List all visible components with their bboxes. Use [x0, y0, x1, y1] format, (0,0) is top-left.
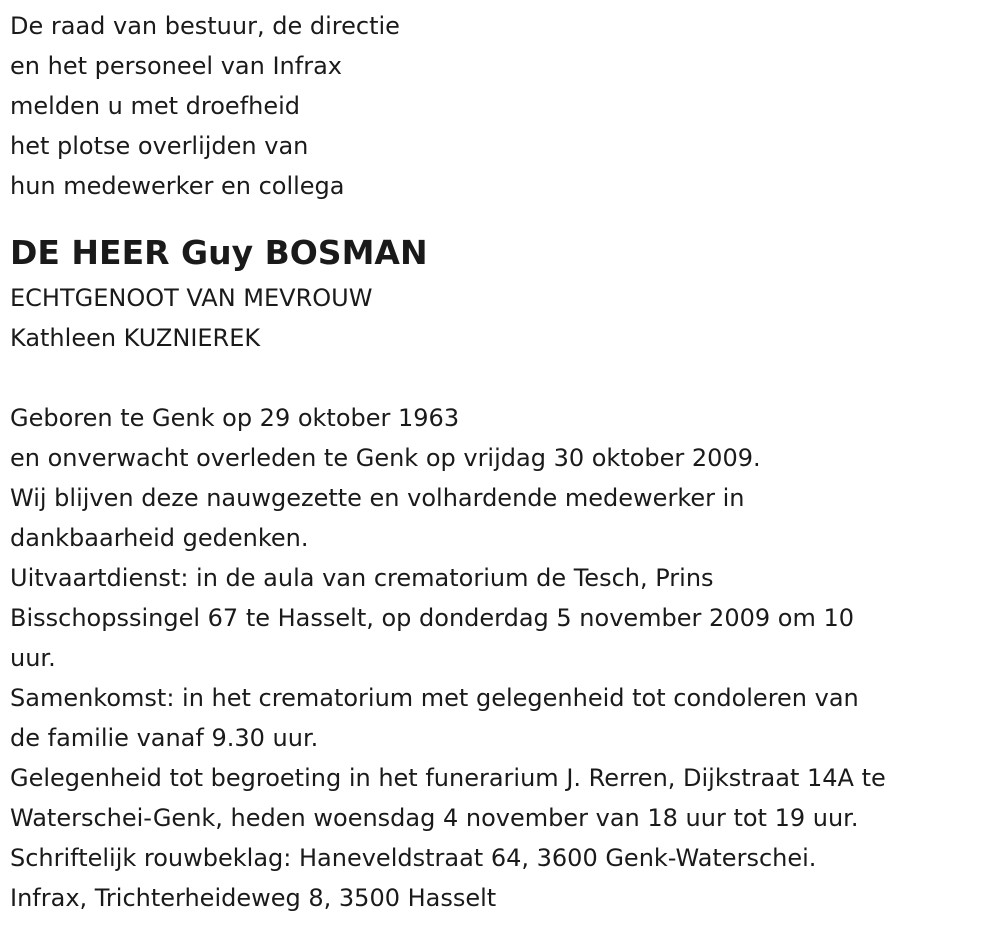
announcement-intro — [10, 6, 1000, 206]
detail-line: dankbaarheid gedenken. — [10, 524, 309, 552]
intro-line: melden u met droefheid — [10, 92, 301, 120]
spouse-line: ECHTGENOOT VAN MEVROUW — [10, 284, 373, 312]
detail-line: Wij blijven deze nauwgezette en volhardende medewerker in — [10, 484, 745, 512]
deceased-name: DE HEER Guy BOSMAN — [10, 233, 428, 272]
detail-line: Bisschopssingel 67 te Hasselt, op donderdag 5 november 2009 om 10 — [10, 604, 854, 632]
detail-line: Waterschei-Genk, heden woensdag 4 november van 18 uur tot 19 uur. — [10, 804, 859, 832]
funeral-details — [10, 398, 1000, 918]
spouse-info — [10, 278, 1000, 358]
detail-line: en onverwacht overleden te Genk op vrijdag 30 oktober 2009. — [10, 444, 761, 472]
detail-line: de familie vanaf 9.30 uur. — [10, 724, 319, 752]
detail-line: Geboren te Genk op 29 oktober 1963 — [10, 404, 460, 432]
detail-line: Schriftelijk rouwbeklag: Haneveldstraat 64, 3600 Genk-Waterschei. — [10, 844, 817, 872]
intro-line: De raad van bestuur, de directie — [10, 12, 400, 40]
detail-line: uur. — [10, 644, 56, 672]
spouse-line: Kathleen KUZNIEREK — [10, 324, 261, 352]
detail-line: Samenkomst: in het crematorium met gelegenheid tot condoleren van — [10, 684, 859, 712]
detail-line: Gelegenheid tot begroeting in het funerarium J. Rerren, Dijkstraat 14A te — [10, 764, 886, 792]
intro-line: hun medewerker en collega — [10, 172, 345, 200]
intro-line: en het personeel van Infrax — [10, 52, 342, 80]
intro-line: het plotse overlijden van — [10, 132, 309, 160]
detail-line: Uitvaartdienst: in de aula van crematorium de Tesch, Prins — [10, 564, 714, 592]
detail-line: Infrax, Trichterheideweg 8, 3500 Hasselt — [10, 884, 497, 912]
